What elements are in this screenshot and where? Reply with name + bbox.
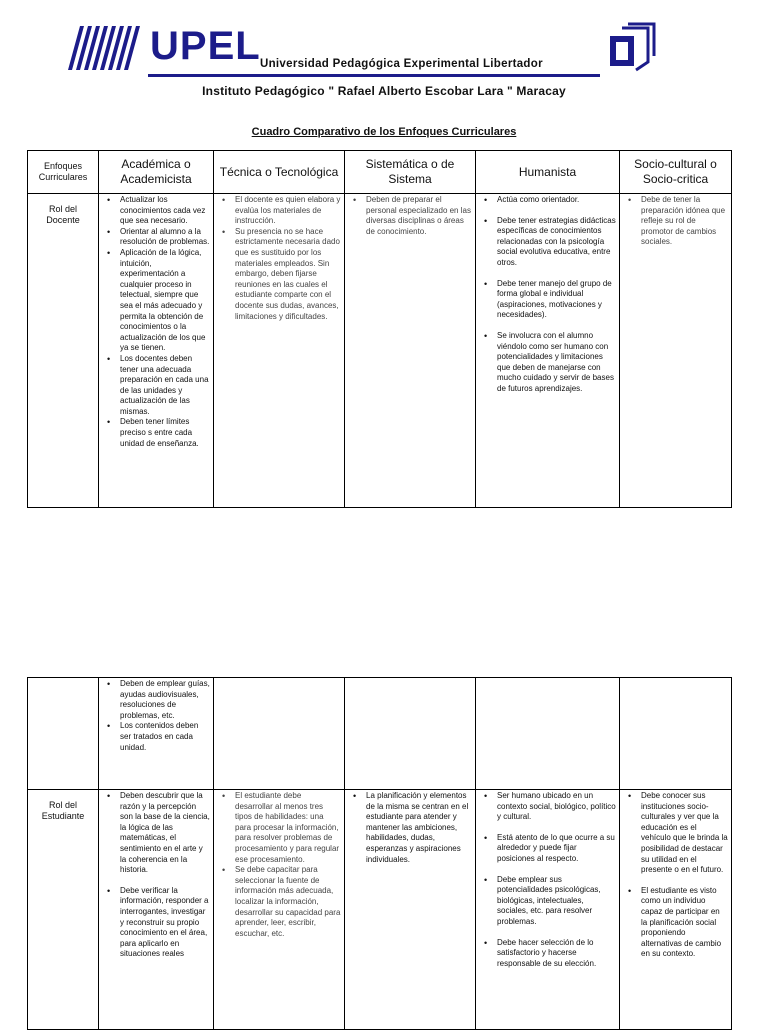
comparison-table-top <box>27 150 732 508</box>
list-item: • Debe conocer sus instituciones socio-culturales y ver que la educación es el vehículo que le brinda la posibilidad de destacar su utilidad en el presente o en el futuro. <box>641 791 728 876</box>
cell-docente-sistematica <box>345 194 476 508</box>
cell-docente-tecnica <box>214 194 345 508</box>
list-item: • Debe hacer selección de lo satisfactorio y hacerse responsable de su elección. <box>497 938 616 970</box>
list-item: • Se involucra con el alumno viéndolo como ser humano con potencialidades y limitaciones que deben de manejarse con mucho cuidado y servir de bases de futuros aprendizajes. <box>497 331 616 395</box>
list-item: • Debe tener manejo del grupo de forma global e individual (aspiraciones, motivaciones y necesidades). <box>497 279 616 321</box>
list-item: • Los contenidos deben ser tratados en cada unidad. <box>120 721 210 753</box>
table-row-continuation <box>28 678 732 790</box>
cell-continuation-tecnica <box>214 678 345 790</box>
cell-estudiante-sistematica <box>345 790 476 1030</box>
list-item: • El docente es quien elabora y evalúa los materiales de instrucción. <box>235 195 341 227</box>
cell-continuation-academica <box>99 678 214 790</box>
column-header-academica: Académica o Academicista <box>99 151 214 194</box>
list-item: • Está atento de lo que ocurre a su alrededor y puede fijar posiciones al respecto. <box>497 833 616 865</box>
table-header-row <box>28 151 732 194</box>
list-item: • Se debe capacitar para seleccionar la fuente de información más adecuada, localizar la información, desarrollar su capacidad para aprender, leer, escribir, escuchar, etc. <box>235 865 341 939</box>
list-item: • Deben tener límites preciso s entre cada unidad de enseñanza. <box>120 417 210 449</box>
list-item: • Debe verificar la información, responder a interrogantes, investigar y reconstruir su propio conocimiento en el área, para aplicarlo en situaciones reales <box>120 886 210 960</box>
table-row-rol-estudiante <box>28 790 732 1030</box>
table-row-rol-docente <box>28 194 732 508</box>
list-item: • Debe de tener la preparación idónea que refleje su rol de promotor de cambios sociales. <box>641 195 728 248</box>
logo-text: UPEL <box>150 24 261 68</box>
row-label-rol-docente: Rol del Docente <box>28 194 99 508</box>
list-item: • Debe emplear sus potencialidades psicológicas, biológicas, intelectuales, sociales, etc. para resolver problemas. <box>497 875 616 928</box>
column-header-sociocultural: Socio-cultural o Socio-critica <box>620 151 732 194</box>
corner-header: Enfoques Curriculares <box>28 151 99 194</box>
cell-continuation-humanista <box>476 678 620 790</box>
document-title: Cuadro Comparativo de los Enfoques Curriculares <box>251 126 517 138</box>
list-item: • Orientar al alumno a la resolución de problemas. <box>120 227 210 248</box>
row-label-rol-estudiante: Rol del Estudiante <box>28 790 99 1030</box>
list-item: • Deben descubrir que la razón y la percepción son la base de la ciencia, la lógica de las matemáticas, el sentimiento en el arte y la coherencia en la historia. <box>120 791 210 876</box>
cell-continuation-sistematica <box>345 678 476 790</box>
column-header-tecnica: Técnica o Tecnológica <box>214 151 345 194</box>
list-item: • Los docentes deben tener una adecuada preparación en cada una de las unidades y actualización de las mismas. <box>120 354 210 418</box>
column-header-sistematica: Sistemática o de Sistema <box>345 151 476 194</box>
list-item: • El estudiante es visto como un individuo capaz de participar en la planificación social proponiendo alternativas de cambio en su contexto. <box>641 886 728 960</box>
list-item: • Ser humano ubicado en un contexto social, biológico, político y cultural. <box>497 791 616 823</box>
cell-docente-humanista <box>476 194 620 508</box>
list-item: • El estudiante debe desarrollar al menos tres tipos de habilidades: una para procesar la información, para resolver problemas de procesamiento y para regular ese procesamiento. <box>235 791 341 865</box>
university-name: Universidad Pedagógica Experimental Libertador <box>260 58 543 70</box>
cell-docente-sociocultural <box>620 194 732 508</box>
cell-estudiante-sociocultural <box>620 790 732 1030</box>
header-banner <box>68 22 658 82</box>
upel-stripes-logo-icon <box>68 26 144 70</box>
cell-docente-academica <box>99 194 214 508</box>
list-item: • Actualizar los conocimientos cada vez que sea necesario. <box>120 195 210 227</box>
cell-estudiante-humanista <box>476 790 620 1030</box>
list-item: • Su presencia no se hace estrictamente necesaria dado que es sustituido por los materiales empleados. Sin embargo, deben fijarse reuniones en las cuales el estudiante comparte con el docente sus dudas, avances, limitaciones y dificultades. <box>235 227 341 322</box>
institute-name: Instituto Pedagógico " Rafael Alberto Escobar Lara " Maracay <box>202 84 566 98</box>
header-rule <box>148 74 600 77</box>
cell-estudiante-tecnica <box>214 790 345 1030</box>
comparison-table-bottom <box>27 677 732 1030</box>
list-item: • La planificación y elementos de la misma se centran en el estudiante para atender y mantener las ambiciones, habilidades, dudas, esperanzas y aspiraciones individuales. <box>366 791 472 865</box>
cell-continuation-label <box>28 678 99 790</box>
list-item: • Debe tener estrategias didácticas específicas de conocimientos relacionadas con la psicología social evolutiva educativa, entre otros. <box>497 216 616 269</box>
list-item: • Deben de emplear guías, ayudas audiovisuales, resoluciones de problemas, etc. <box>120 679 210 721</box>
list-item: • Actúa como orientador. <box>497 195 616 206</box>
list-item: • Deben de preparar el personal especializado en las diversas disciplinas o áreas de conocimiento. <box>366 195 472 237</box>
cell-continuation-sociocultural <box>620 678 732 790</box>
list-item: • Aplicación de la lógica, intuición, experimentación a cualquier proceso in telectual, siempre que sea el más adecuado y permita la obtención de conocimientos o la actualización de los que ya se tienen. <box>120 248 210 354</box>
cell-estudiante-academica <box>99 790 214 1030</box>
column-header-humanista: Humanista <box>476 151 620 194</box>
upel-cube-logo-icon <box>602 22 658 78</box>
